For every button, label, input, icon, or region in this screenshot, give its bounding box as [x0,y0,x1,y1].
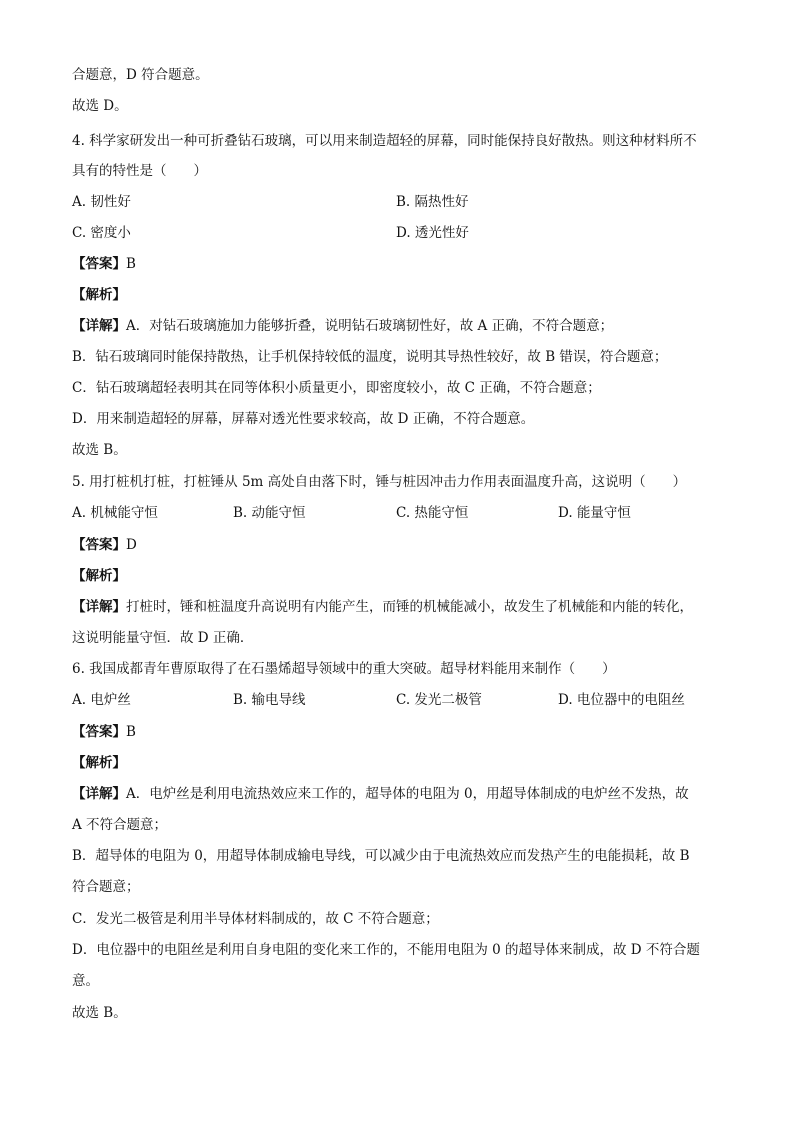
q5-detail-text-1: 打桩时，锤和桩温度升高说明有内能产生，而锤的机械能减小，故发生了机械能和内能的转化， [126,599,693,615]
q4-detail-text-1: A．对钻石玻璃施加力能够折叠，说明钻石玻璃韧性好，故 A 正确，不符合题意； [126,318,614,334]
q4-detail-line-1 [72,316,613,336]
q4-stem-line-2: 具有的特性是（ ） [72,163,207,179]
answer-tag: 【答案】 [72,537,126,553]
q5-detail-line-2: 这说明能量守恒．故 D 正确． [72,630,254,646]
q5-stem-line-1: 5. 用打桩机打桩，打桩锤从 5m 高处自由落下时，锤与桩因冲击力作用表面温度升高，这说明（ ） [72,474,687,490]
q6-option-c: C. 发光二极管 [396,692,482,708]
q6-option-a: A. 电炉丝 [72,692,131,708]
q4-option-b: B. 隔热性好 [396,194,469,210]
q6-answer [72,722,136,742]
detail-tag: 【详解】 [72,599,126,615]
q4-detail-line-3: C．钻石玻璃超轻表明其在同等体积小质量更小，即密度较小，故 C 正确，不符合题意； [72,380,601,396]
q4-conclusion: 故选 B。 [72,442,127,458]
q4-option-a: A. 韧性好 [72,194,131,210]
q6-stem-line-1: 6. 我国成都青年曹原取得了在石墨烯超导领域中的重大突破。超导材料能用来制作（ ） [72,661,616,677]
q6-detail-line-2: A 不符合题意； [72,817,168,833]
prev-conclusion: 故选 D。 [72,98,128,114]
q4-analysis-tag [72,285,126,305]
q6-answer-value: B [126,724,136,740]
q6-analysis-tag [72,753,126,773]
q4-stem-line-1: 4. 科学家研发出一种可折叠钻石玻璃，可以用来制造超轻的屏幕，同时能保持良好散热。则这种材料所不 [72,133,697,149]
q6-detail-line-5: C．发光二极管是利用半导体材料制成的，故 C 不符合题意； [72,911,439,927]
q6-conclusion: 故选 B。 [72,1005,127,1021]
q6-detail-line-3: B．超导体的电阻为 0，用超导体制成输电导线，可以减少由于电流热效应而发热产生的电能损耗，故 B [72,848,690,864]
q5-option-b: B. 动能守恒 [233,505,306,521]
q4-option-c: C. 密度小 [72,225,131,241]
q4-option-d: D. 透光性好 [396,225,469,241]
q4-answer [72,254,136,274]
q6-detail-line-1 [72,784,689,804]
analysis-tag: 【解析】 [72,755,126,771]
q5-option-d: D. 能量守恒 [558,505,631,521]
q6-detail-text-1: A．电炉丝是利用电流热效应来工作的，超导体的电阻为 0，用超导体制成的电炉丝不发热，故 [126,786,689,802]
answer-tag: 【答案】 [72,256,126,272]
q5-analysis-tag [72,566,126,586]
detail-tag: 【详解】 [72,318,126,334]
q5-answer-value: D [126,537,137,553]
q5-detail-line-1 [72,597,693,617]
q4-detail-line-4: D．用来制造超轻的屏幕，屏幕对透光性要求较高，故 D 正确，不符合题意。 [72,411,535,427]
q6-detail-line-4: 符合题意； [72,879,140,895]
q4-detail-line-2: B．钻石玻璃同时能保持散热，让手机保持较低的温度，说明其导热性较好，故 B 错误，符合题意； [72,349,668,365]
prev-answer-tail: 合题意，D 符合题意。 [72,67,209,83]
analysis-tag: 【解析】 [72,568,126,584]
detail-tag: 【详解】 [72,786,126,802]
q5-option-c: C. 热能守恒 [396,505,469,521]
analysis-tag: 【解析】 [72,287,126,303]
q5-option-a: A. 机械能守恒 [72,505,158,521]
q6-option-d: D. 电位器中的电阻丝 [558,692,685,708]
answer-tag: 【答案】 [72,724,126,740]
q4-answer-value: B [126,256,136,272]
q6-detail-line-6: D．电位器中的电阻丝是利用自身电阻的变化来工作的，不能用电阻为 0 的超导体来制成，故 D 不符合题 [72,942,700,958]
q6-detail-line-7: 意。 [72,973,99,989]
q5-answer [72,535,137,555]
q6-option-b: B. 输电导线 [233,692,306,708]
